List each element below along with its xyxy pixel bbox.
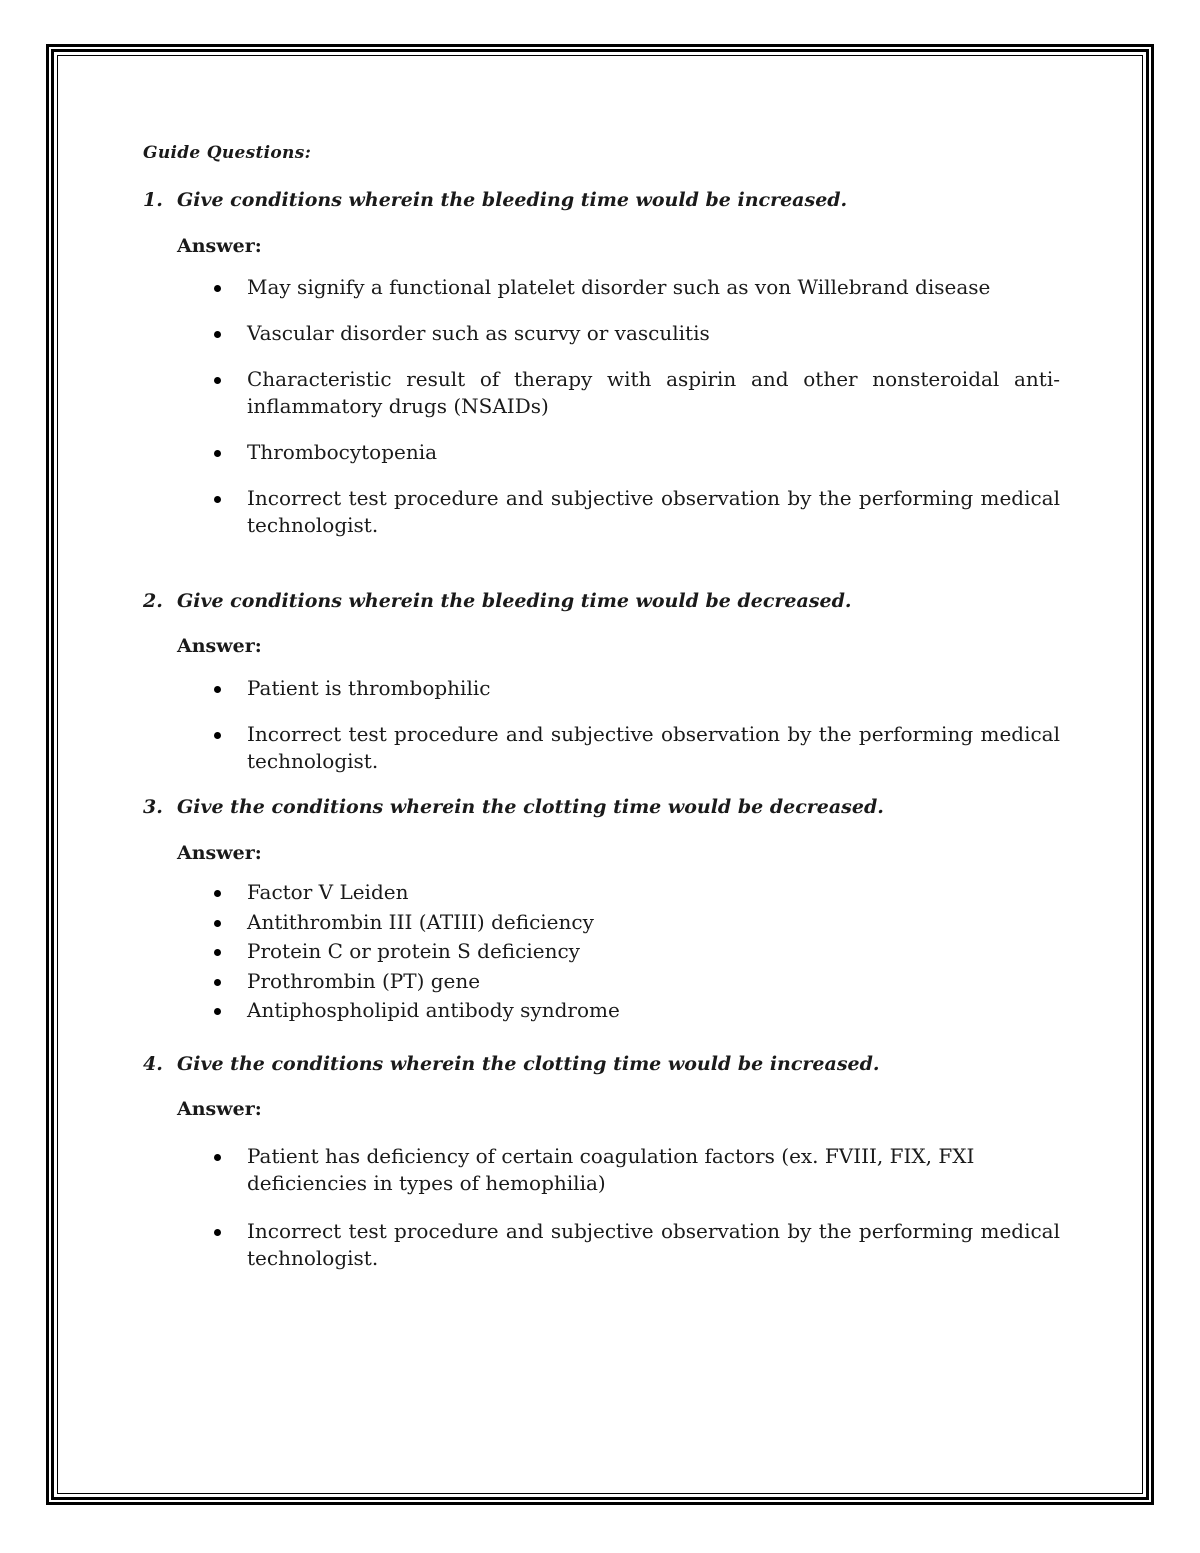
bullet-icon	[214, 377, 221, 384]
question-number: 2.	[143, 590, 163, 612]
bullet-icon	[214, 285, 221, 292]
question-1	[143, 189, 847, 211]
bullet-icon	[214, 949, 221, 956]
bullet-icon	[214, 686, 221, 693]
list-item: Protein C or protein S deficiency	[210, 937, 1060, 967]
bullet-icon	[214, 1154, 221, 1161]
bullet-icon	[214, 450, 221, 457]
bullet-icon	[214, 920, 221, 927]
question-number: 1.	[143, 189, 163, 211]
bullet-icon	[214, 979, 221, 986]
answer-list-3	[210, 878, 1060, 1026]
list-item: Patient has deficiency of certain coagulation factors (ex. FVIII, FIX, FXI deficiencies in types of hemophilia)	[210, 1143, 1000, 1197]
answer-label: Answer:	[177, 842, 262, 864]
question-text: Give conditions wherein the bleeding time would be decreased.	[177, 590, 852, 612]
guide-heading: Guide Questions:	[143, 143, 312, 163]
list-item: Incorrect test procedure and subjective observation by the performing medical technologist.	[210, 485, 1060, 539]
question-4	[143, 1053, 880, 1075]
list-item: Incorrect test procedure and subjective observation by the performing medical technologist.	[210, 721, 1060, 775]
answer-label: Answer:	[177, 235, 262, 257]
list-item: Characteristic result of therapy with aspirin and other nonsteroidal anti-inflammatory drugs (NSAIDs)	[210, 366, 1060, 420]
question-number: 4.	[143, 1053, 163, 1075]
list-item: Patient is thrombophilic	[210, 675, 1060, 702]
answer-label: Answer:	[177, 1098, 262, 1120]
list-item: Vascular disorder such as scurvy or vasculitis	[210, 320, 1060, 347]
bullet-icon	[214, 732, 221, 739]
answer-label: Answer:	[177, 635, 262, 657]
question-2	[143, 590, 852, 612]
question-text: Give conditions wherein the bleeding time would be increased.	[177, 189, 848, 211]
answer-list-1	[210, 274, 1060, 558]
bullet-icon	[214, 331, 221, 338]
list-item: Incorrect test procedure and subjective observation by the performing medical technologist.	[210, 1218, 1060, 1272]
question-text: Give the conditions wherein the clotting time would be increased.	[177, 1053, 880, 1075]
list-item: May signify a functional platelet disorder such as von Willebrand disease	[210, 274, 1060, 301]
list-item: Antithrombin III (ATIII) deficiency	[210, 908, 1060, 938]
list-item: Prothrombin (PT) gene	[210, 967, 1060, 997]
answer-list-4	[210, 1143, 1000, 1216]
question-3	[143, 796, 884, 818]
bullet-icon	[214, 1229, 221, 1236]
list-item: Thrombocytopenia	[210, 439, 1060, 466]
list-item: Factor V Leiden	[210, 878, 1060, 908]
list-item: Antiphospholipid antibody syndrome	[210, 996, 1060, 1026]
bullet-icon	[214, 1008, 221, 1015]
bullet-icon	[214, 890, 221, 897]
answer-list-4-continued	[210, 1218, 1060, 1291]
answer-list-2	[210, 675, 1060, 794]
question-text: Give the conditions wherein the clotting time would be decreased.	[177, 796, 884, 818]
question-number: 3.	[143, 796, 163, 818]
bullet-icon	[214, 496, 221, 503]
